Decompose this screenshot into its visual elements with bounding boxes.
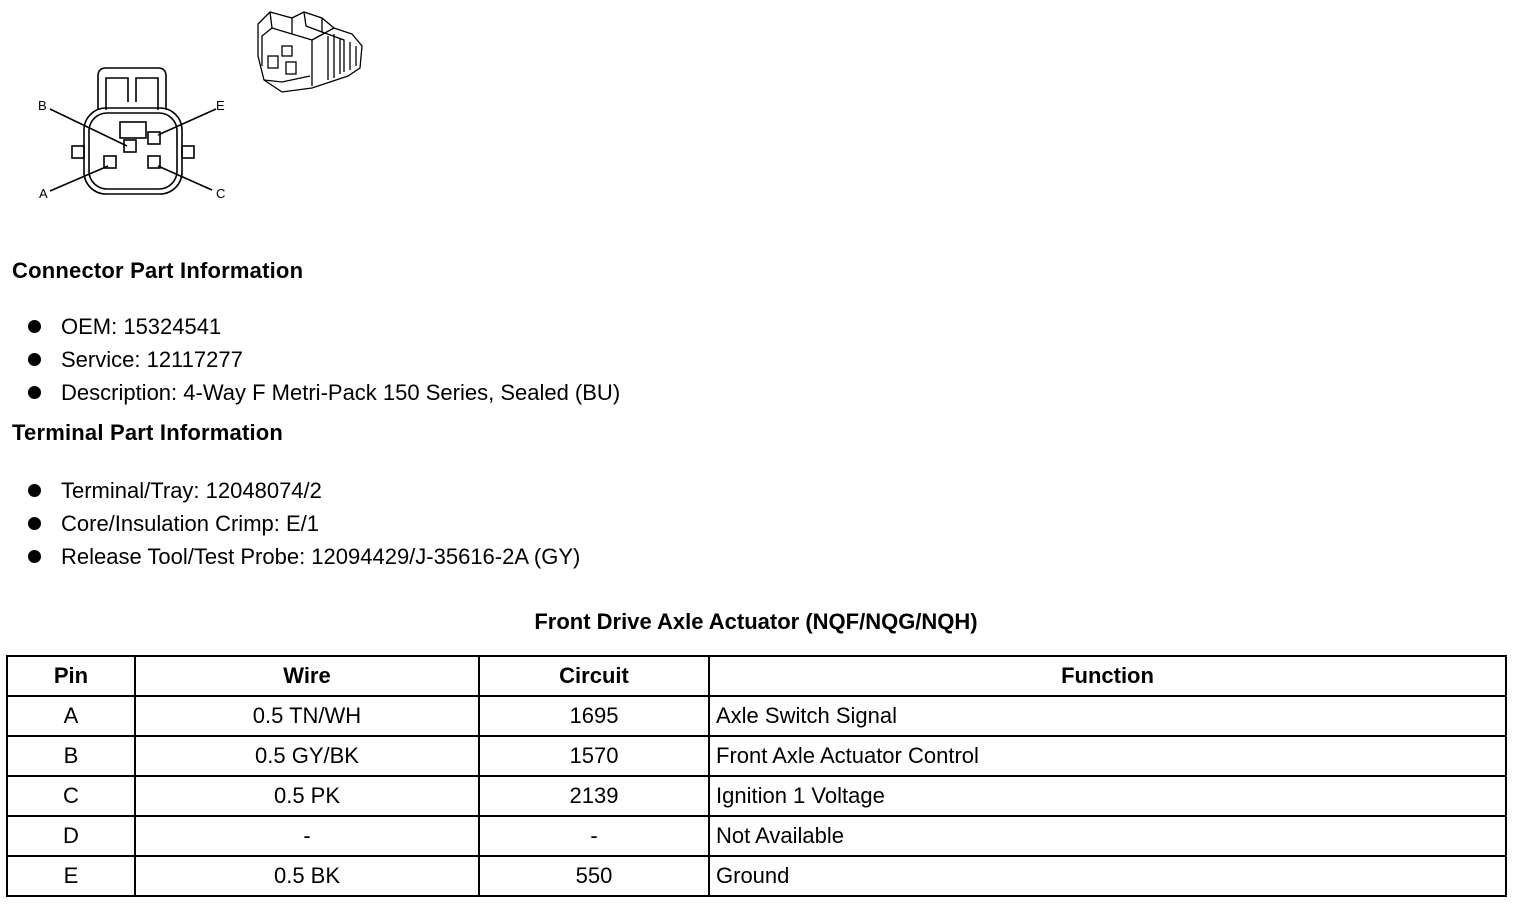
list-item-text: Description: 4-Way F Metri-Pack 150 Series, Sealed (BU) [61, 380, 621, 405]
header-function: Function [709, 656, 1506, 696]
list-item-text: Terminal/Tray: 12048074/2 [61, 478, 322, 503]
function-cell: Axle Switch Signal [709, 696, 1506, 736]
wire-cell: 0.5 TN/WH [135, 696, 479, 736]
function-cell: Ignition 1 Voltage [709, 776, 1506, 816]
table-title: Front Drive Axle Actuator (NQF/NQG/NQH) [534, 609, 978, 634]
bullet-icon [28, 484, 41, 497]
bullet-icon [28, 320, 41, 333]
wire-cell: 0.5 PK [135, 776, 479, 816]
pin-cell: B [7, 736, 135, 776]
pin-label-e: E [216, 98, 225, 113]
list-item [28, 310, 620, 343]
table-row [7, 816, 1506, 856]
circuit-cell: 2139 [479, 776, 709, 816]
header-wire: Wire [135, 656, 479, 696]
pin-cell: C [7, 776, 135, 816]
bullet-icon [28, 517, 41, 530]
pin-cell: D [7, 816, 135, 856]
connector-face-diagram [28, 62, 238, 207]
circuit-cell: 1695 [479, 696, 709, 736]
connector-info-heading: Connector Part Information [12, 258, 304, 283]
wire-cell: - [135, 816, 479, 856]
circuit-cell: 550 [479, 856, 709, 896]
table-row [7, 856, 1506, 896]
list-item-text: Service: 12117277 [61, 347, 243, 372]
pin-label-a: A [39, 186, 48, 201]
list-item [28, 474, 580, 507]
table-header-row [7, 656, 1506, 696]
pin-cell: A [7, 696, 135, 736]
terminal-info-list [28, 474, 580, 573]
list-item [28, 343, 620, 376]
bullet-icon [28, 386, 41, 399]
list-item-text: Release Tool/Test Probe: 12094429/J-35616-2A (GY) [61, 544, 581, 569]
pin-label-b: B [38, 98, 47, 113]
list-item-text: OEM: 15324541 [61, 314, 222, 339]
bullet-icon [28, 550, 41, 563]
header-circuit: Circuit [479, 656, 709, 696]
pin-cell: E [7, 856, 135, 896]
terminal-info-heading: Terminal Part Information [12, 420, 284, 445]
pin-label-c: C [216, 186, 226, 201]
bullet-icon [28, 353, 41, 366]
wire-cell: 0.5 BK [135, 856, 479, 896]
header-pin: Pin [7, 656, 135, 696]
function-cell: Front Axle Actuator Control [709, 736, 1506, 776]
pin-table [6, 655, 1507, 897]
table-row [7, 696, 1506, 736]
circuit-cell: - [479, 816, 709, 856]
list-item [28, 376, 620, 409]
table-row [7, 776, 1506, 816]
list-item [28, 540, 580, 573]
connector-isometric-diagram [252, 6, 367, 96]
list-item [28, 507, 580, 540]
function-cell: Ground [709, 856, 1506, 896]
list-item-text: Core/Insulation Crimp: E/1 [61, 511, 319, 536]
connector-info-list [28, 310, 620, 409]
wire-cell: 0.5 GY/BK [135, 736, 479, 776]
circuit-cell: 1570 [479, 736, 709, 776]
function-cell: Not Available [709, 816, 1506, 856]
table-row [7, 736, 1506, 776]
